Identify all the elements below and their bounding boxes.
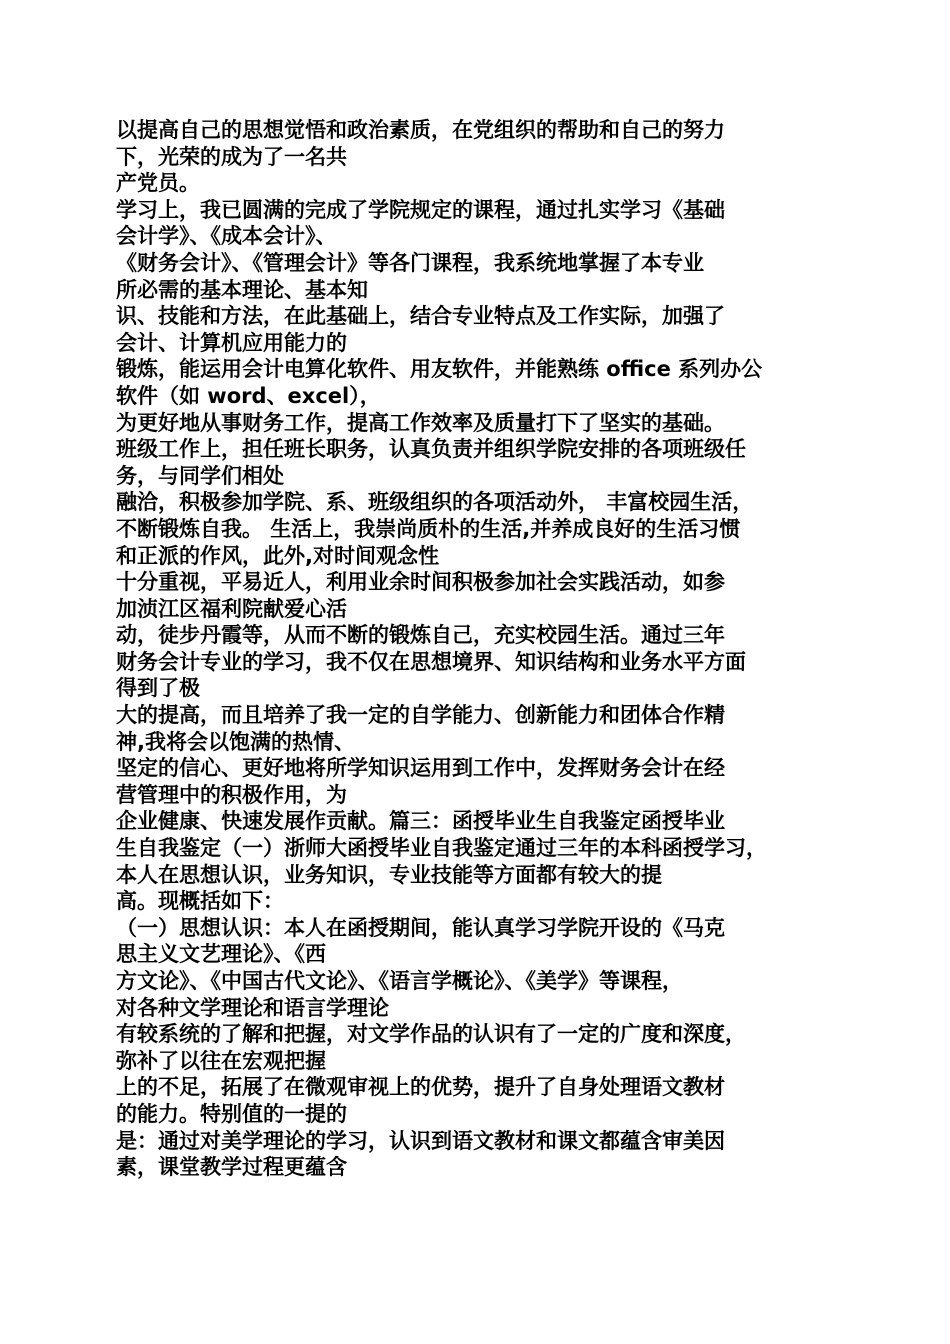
text-line: 《财务会计》、《管理会计》等各门课程，我系统地掌握了本专业	[116, 250, 704, 275]
document-body	[116, 117, 856, 1181]
text-line: 坚定的信心、更好地将所学知识运用到工作中，发挥财务会计在经	[116, 756, 725, 781]
text-line: 营管理中的积极作用，为	[116, 782, 347, 807]
text-line: 方文论》、《中国古代文论》、《语言学概论》、《美学》等课程，	[116, 969, 683, 993]
text-line: 得到了极	[116, 676, 200, 701]
text-line: 大的提高，而且培养了我一定的自学能力、创新能力和团体合作精	[116, 703, 725, 728]
text-line: 务，与同学们相处	[116, 463, 284, 488]
text-line: 会计学》、《成本会计》、	[116, 224, 337, 249]
text-line: 上的不足，拓展了在微观审视上的优势，提升了自身处理语文教材	[116, 1075, 725, 1100]
text-line: 神,我将会以饱满的热情、	[116, 729, 355, 754]
text-line: 锻炼，能运用会计电算化软件、用友软件，并能熟练 office 系列办公	[116, 357, 763, 382]
text-line: 本人在思想认识，业务知识，专业技能等方面都有较大的提	[116, 862, 662, 887]
text-line: 思主义文艺理论》、《西	[116, 942, 326, 967]
text-line: 会计、计算机应用能力的	[116, 330, 347, 355]
text-line: 有较系统的了解和把握，对文学作品的认识有了一定的广度和深度，	[116, 1022, 746, 1047]
text-line: 高。现概括如下：	[116, 889, 284, 914]
text-line: 为更好地从事财务工作，提高工作效率及质量打下了坚实的基础。	[116, 410, 725, 435]
text-line: 班级工作上，担任班长职务，认真负责并组织学院安排的各项班级任	[116, 437, 746, 462]
text-line: 下，光荣的成为了一名共	[116, 144, 347, 169]
text-line: 以提高自己的思想觉悟和政治素质，在党组织的帮助和自己的努力	[116, 118, 725, 142]
text-line: 弥补了以往在宏观把握	[116, 1048, 326, 1073]
text-line: 所必需的基本理论、基本知	[116, 277, 368, 302]
text-line: 和正派的作风，此外,对时间观念性	[116, 543, 439, 568]
text-line: （一）思想认识：本人在函授期间，能认真学习学院开设的《马克	[116, 915, 725, 940]
text-line: 加浈江区福利院献爱心活	[116, 596, 347, 621]
text-line: 融洽，积极参加学院、系、班级组织的各项活动外， 丰富校园生活，	[116, 490, 754, 515]
text-line: 的能力。特别值的一提的	[116, 1101, 347, 1126]
text-line: 企业健康、快速发展作贡献。篇三：函授毕业生自我鉴定函授毕业	[116, 809, 725, 834]
text-line: 十分重视，平易近人，利用业余时间积极参加社会实践活动，如参	[116, 570, 725, 595]
text-line: 学习上，我已圆满的完成了学院规定的课程，通过扎实学习《基础	[116, 197, 725, 222]
text-line: 生自我鉴定（一）浙师大函授毕业自我鉴定通过三年的本科函授学习，	[116, 836, 767, 861]
text-line: 财务会计专业的学习，我不仅在思想境界、知识结构和业务水平方面	[116, 649, 746, 674]
text-line: 不断锻炼自我。 生活上，我崇尚质朴的生活,并养成良好的生活习惯	[116, 516, 741, 541]
text-line: 识、技能和方法，在此基础上，结合专业特点及工作实际，加强了	[116, 304, 725, 329]
text-line: 素，课堂教学过程更蕴含	[116, 1155, 347, 1180]
text-line: 是：通过对美学理论的学习，认识到语文教材和课文都蕴含审美因	[116, 1128, 725, 1153]
text-line: 软件（如 word、excel），	[116, 383, 381, 408]
text-line: 产党员。	[116, 171, 200, 196]
text-line: 对各种文学理论和语言学理论	[116, 995, 389, 1020]
text-line: 动，徒步丹霞等，从而不断的锻炼自己，充实校园生活。通过三年	[116, 623, 725, 648]
